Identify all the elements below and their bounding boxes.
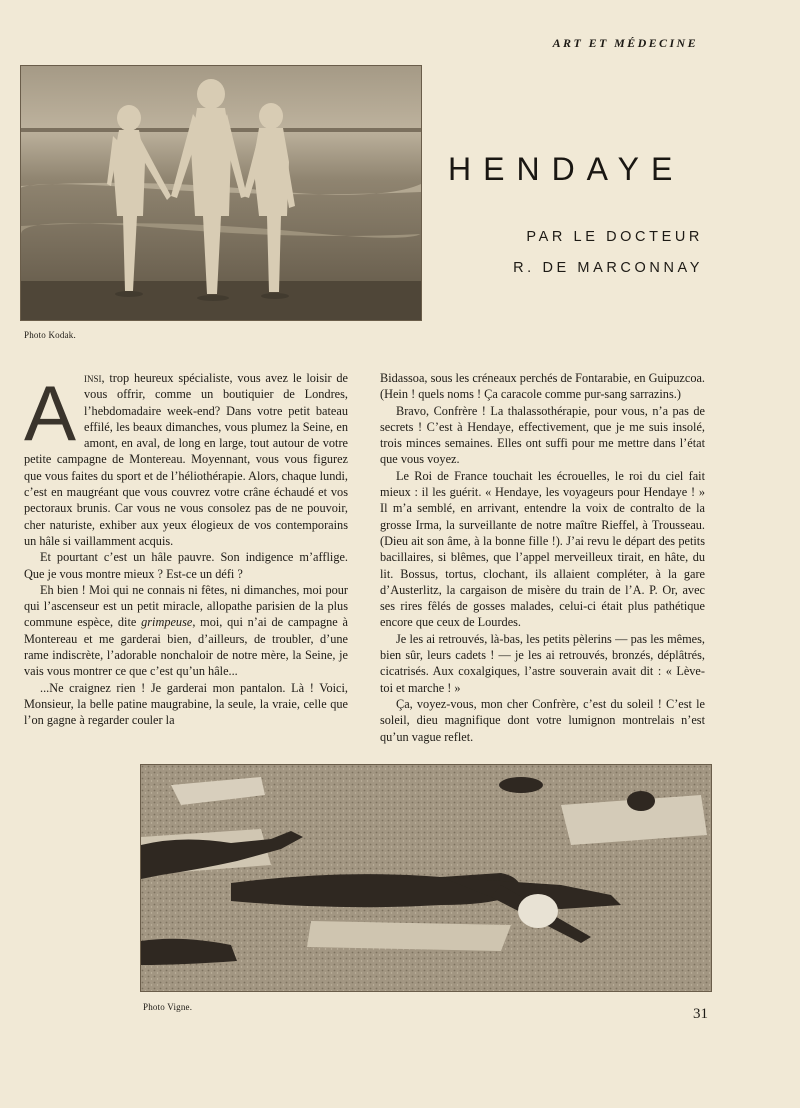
paragraph-8: Je les ai retrouvés, là-bas, les petits pèlerins — pas les mêmes, bien sûr, leurs cadets ! — je les ai retrouvés, bronzés, déplâtrés, cicatrisés. Aux coxalgiques, l’astre souverain avait dit : « Lève-toi et marche ! » <box>380 631 705 695</box>
drop-cap: A <box>24 369 77 457</box>
photo-children-beach <box>20 65 422 321</box>
paragraph-5: Bidassoa, sous les créneaux perchés de Fontarabie, en Guipuzcoa. (Hein ! quels noms ! Ça caracole comme pur-sang sarrazins.) <box>380 371 705 402</box>
paragraph-1-lead: insi, <box>84 371 105 385</box>
paragraph-1-text: trop heureux spécialiste, vous avez le loisir de vous offrir, comme un boutiquier de Londres, l’hebdomadaire week-end? Dans votre petit bateau effilé, les beaux dimanches, vous plumez la Seine, en amont, en aval, de long en large, tout autour de votre petite campagne de Montereau. Moyennant, vous vous figurez que vous faites du sport et de l’héliothérapie. Alors, chaque lundi, c’est en maugréant que vous couvrez votre crâne échaudé et vos pectoraux brunis. Car vous ne vous consolez pas de ne pouvoir, cher naturiste, exhiber aux yeux élogieux de vos contemporains un hâle si vaillamment acquis. <box>24 371 348 548</box>
photo-sunbathers-sand <box>140 764 712 992</box>
paragraph-4: ...Ne craignez rien ! Je garderai mon pantalon. Là ! Voici, Monsieur, la belle patine maugrabine, la seule, la vraie, celle que l’on gagne à regarder couler la <box>24 680 348 728</box>
paragraph-2: Et pourtant c’est un hâle pauvre. Son indigence m’afflige. Que je vous montre mieux ? Est-ce un défi ? <box>24 550 348 581</box>
photo-credit-bottom: Photo Vigne. <box>143 1002 193 1012</box>
byline-author-title: PAR LE DOCTEUR <box>526 229 703 245</box>
paragraph-6: Bravo, Confrère ! La thalassothérapie, pour vous, n’a pas de secrets ! C’est à Hendaye, effectivement, que je me suis insolé, trois minces semaines. Elles ont suffi pour me mettre dans l’état que vous voyez. <box>380 403 705 467</box>
text-column-right <box>380 370 705 745</box>
text-column-left <box>24 370 348 729</box>
page-number: 31 <box>693 1006 708 1022</box>
article-title: HENDAYE <box>448 151 685 187</box>
paragraph-9: Ça, voyez-vous, mon cher Confrère, c’est du soleil ! C’est le soleil, dieu magnifique dont votre lumignon montrelais n’est qu’un vague reflet. <box>380 696 705 744</box>
paragraph-3-text-b: , moi, qui n’ai de campagne à Montereau et me garderai bien, d’ailleurs, de troubler, d’une rame indiscrète, l’adorable nonchaloir de notre mère, la Seine, je vais vous montrer ce que c’est qu’un hâle... <box>24 615 348 679</box>
paragraph-3-emphasis: grimpeuse <box>141 615 193 630</box>
running-header: ART ET MÉDECINE <box>552 36 698 50</box>
photo-credit-top: Photo Kodak. <box>24 330 76 340</box>
paragraph-3-text-a: Eh bien ! Moi qui ne connais ni fêtes, ni dimanches, moi pour qui l’ascenseur est un petit miracle, allopathe parisien de la plus commune espèce, dite <box>24 582 348 630</box>
paragraph-1 <box>24 370 348 549</box>
paragraph-7: Le Roi de France touchait les écrouelles, le roi du ciel fait mieux : il les guérit. « Hendaye, les voyageurs pour Hendaye ! » Il m’a semblé, en arrivant, entendre la voix de contralto de la grosse Irma, la surveillante de notre maître Rieffel, à Trousseau. (Dieu ait son âme, à la bonne fille !). J’ai revu le départ des petits bacillaires, si blêmes, que l’appel merveilleux tirait, en hâte, du lit. Bossus, tortus, clochant, ils allaient compléter, à la gare d’Austerlitz, la cargaison de misère du train de l’A. P. Or, avec ses rires fêlés de gosses malades, celui-ci était plus pathétique encore que ceux de Lourdes. <box>380 468 705 630</box>
byline-author-name: R. DE MARCONNAY <box>513 260 703 276</box>
paragraph-3 <box>24 582 348 680</box>
